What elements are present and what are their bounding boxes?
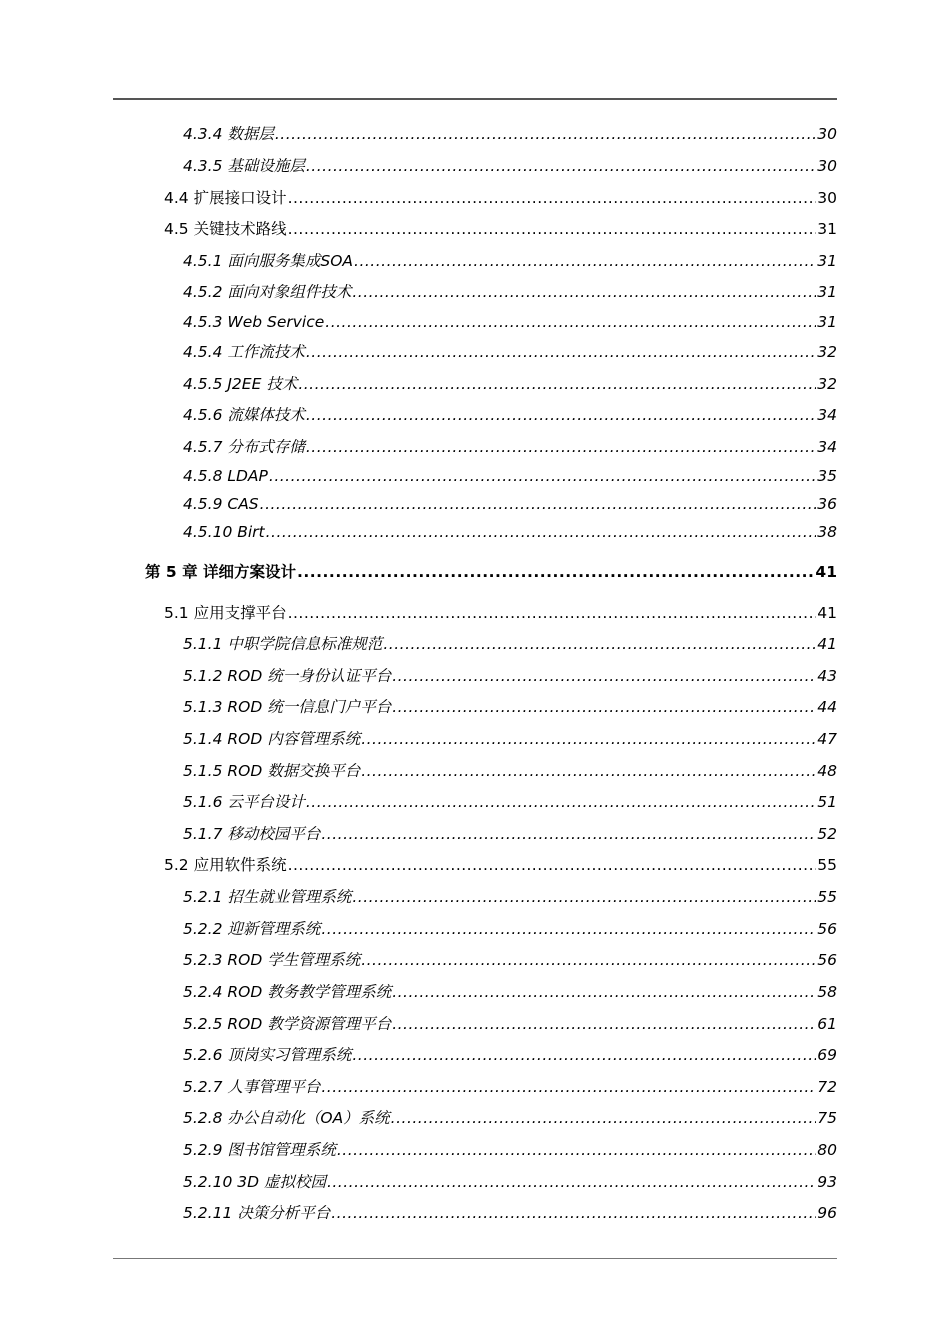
toc-dot-leader	[321, 1077, 816, 1097]
toc-entry[interactable]	[164, 599, 837, 623]
toc-entry[interactable]	[164, 851, 837, 875]
toc-entry[interactable]	[164, 215, 837, 239]
toc-entry[interactable]	[183, 462, 837, 486]
toc-dot-leader	[354, 251, 816, 271]
toc-entry-page: 56	[817, 951, 837, 969]
toc-entry-page: 61	[817, 1015, 837, 1033]
toc-dot-leader	[266, 522, 817, 542]
toc-entry-page: 34	[817, 406, 837, 424]
toc-entry[interactable]	[183, 490, 837, 514]
toc-dot-leader	[352, 887, 816, 907]
toc-entry-title: 4.5.4 工作流技术	[183, 343, 305, 361]
toc-dot-leader	[306, 792, 816, 812]
toc-entry-title: 4.5.5 J2EE 技术	[183, 375, 298, 393]
toc-entry[interactable]	[183, 978, 837, 1002]
toc-dot-leader	[321, 919, 816, 939]
toc-dot-leader	[325, 312, 816, 332]
toc-entry-title: 4.5.3 Web Service	[183, 313, 325, 331]
toc-entry-page: 30	[817, 157, 837, 175]
toc-entry-title: 5.2.4 ROD 教务教学管理系统	[183, 983, 392, 1001]
toc-entry-page: 36	[817, 495, 837, 513]
toc-entry-title: 4.5.6 流媒体技术	[183, 406, 305, 424]
toc-entry-title: 4.5.7 分布式存储	[183, 438, 305, 456]
toc-dot-leader	[288, 855, 817, 875]
toc-entry-page: 55	[817, 888, 837, 906]
toc-entry[interactable]	[183, 1168, 837, 1192]
toc-entry-title: 4.4 扩展接口设计	[164, 189, 287, 207]
toc-dot-leader	[297, 562, 814, 582]
toc-entry-title: 5.1.6 云平台设计	[183, 793, 305, 811]
toc-dot-leader	[288, 603, 817, 623]
toc-entry[interactable]	[183, 1073, 837, 1097]
toc-entry-page: 69	[817, 1046, 837, 1064]
toc-entry[interactable]	[183, 693, 837, 717]
toc-entry-title: 5.2.3 ROD 学生管理系统	[183, 951, 361, 969]
toc-entry-title: 5.1.5 ROD 数据交换平台	[183, 762, 361, 780]
toc-entry-title: 5.2.6 顶岗实习管理系统	[183, 1046, 352, 1064]
toc-entry-page: 30	[817, 189, 837, 207]
toc-entry[interactable]	[183, 401, 837, 425]
toc-entry[interactable]	[183, 1041, 837, 1065]
toc-entry[interactable]	[183, 757, 837, 781]
toc-entry-title: 4.5.8 LDAP	[183, 467, 268, 485]
toc-entry-title: 4.5.2 面向对象组件技术	[183, 283, 352, 301]
toc-entry[interactable]	[183, 1104, 837, 1128]
toc-entry-page: 35	[817, 467, 837, 485]
toc-dot-leader	[392, 1014, 816, 1034]
toc-entry-page: 38	[817, 523, 837, 541]
toc-entry-page: 31	[817, 252, 837, 270]
toc-entry-title: 5.1.2 ROD 统一身份认证平台	[183, 667, 392, 685]
toc-dot-leader	[288, 188, 817, 208]
toc-dot-leader	[352, 282, 816, 302]
toc-dot-leader	[391, 1108, 817, 1128]
toc-entry-page: 31	[817, 283, 837, 301]
toc-entry-title: 5.1.7 移动校园平台	[183, 825, 321, 843]
toc-entry-page: 47	[817, 730, 837, 748]
toc-entry[interactable]	[183, 915, 837, 939]
toc-entry[interactable]	[183, 152, 837, 176]
toc-entry-title: 5.2.10 3D 虚拟校园	[183, 1173, 326, 1191]
toc-entry-page: 44	[817, 698, 837, 716]
toc-dot-leader	[260, 494, 817, 514]
toc-entry[interactable]	[183, 1010, 837, 1034]
toc-entry-title: 5.2.5 ROD 教学资源管理平台	[183, 1015, 392, 1033]
toc-entry-page: 32	[817, 343, 837, 361]
toc-entry-page: 75	[817, 1109, 837, 1127]
toc-entry-title: 5.2.1 招生就业管理系统	[183, 888, 352, 906]
toc-entry-page: 31	[817, 313, 837, 331]
toc-dot-leader	[288, 219, 817, 239]
toc-entry-page: 93	[817, 1173, 837, 1191]
toc-entry[interactable]	[183, 120, 837, 144]
toc-dot-leader	[361, 729, 816, 749]
toc-entry[interactable]	[183, 338, 837, 362]
toc-entry[interactable]	[183, 883, 837, 907]
toc-entry-page: 34	[817, 438, 837, 456]
toc-entry-page: 41	[815, 563, 837, 581]
toc-entry-page: 96	[817, 1204, 837, 1222]
toc-entry[interactable]	[183, 788, 837, 812]
toc-entry[interactable]	[183, 518, 837, 542]
toc-entry[interactable]	[183, 630, 837, 654]
toc-entry[interactable]	[183, 278, 837, 302]
footer-rule	[113, 1258, 837, 1259]
toc-entry-title: 5.1.4 ROD 内容管理系统	[183, 730, 361, 748]
toc-entry-title: 4.3.5 基础设施层	[183, 157, 305, 175]
toc-entry-title: 5.2.11 决策分析平台	[183, 1204, 331, 1222]
toc-entry-title: 4.5.10 Birt	[183, 523, 265, 541]
toc-entry-page: 58	[817, 983, 837, 1001]
toc-entry-title: 5.2.7 人事管理平台	[183, 1078, 321, 1096]
toc-entry-title: 4.3.4 数据层	[183, 125, 274, 143]
toc-entry[interactable]	[183, 820, 837, 844]
toc-entry[interactable]	[183, 725, 837, 749]
toc-dot-leader	[337, 1140, 816, 1160]
toc-dot-leader	[361, 761, 816, 781]
toc-entry-title: 5.2.2 迎新管理系统	[183, 920, 321, 938]
toc-entry-title: 4.5 关键技术路线	[164, 220, 287, 238]
toc-entry-page: 32	[817, 375, 837, 393]
toc-entry-page: 72	[817, 1078, 837, 1096]
toc-entry[interactable]	[183, 433, 837, 457]
toc-dot-leader	[269, 466, 816, 486]
toc-entry-title: 4.5.9 CAS	[183, 495, 259, 513]
toc-dot-leader	[275, 124, 816, 144]
toc-dot-leader	[298, 374, 816, 394]
toc-entry-title: 5.2.9 图书馆管理系统	[183, 1141, 336, 1159]
toc-entry-page: 80	[817, 1141, 837, 1159]
toc-entry-page: 43	[817, 667, 837, 685]
toc-entry[interactable]	[183, 1136, 837, 1160]
toc-dot-leader	[306, 437, 816, 457]
toc-entry-page: 48	[817, 762, 837, 780]
toc-entry[interactable]	[183, 946, 837, 970]
toc-dot-leader	[392, 666, 816, 686]
toc-entry[interactable]	[183, 308, 837, 332]
toc-dot-leader	[352, 1045, 816, 1065]
toc-entry-page: 56	[817, 920, 837, 938]
toc-dot-leader	[306, 405, 816, 425]
toc-dot-leader	[383, 634, 816, 654]
toc-entry-title: 5.1.3 ROD 统一信息门户平台	[183, 698, 392, 716]
toc-dot-leader	[361, 950, 816, 970]
toc-entry-page: 41	[817, 604, 837, 622]
toc-dot-leader	[392, 697, 816, 717]
toc-entry[interactable]	[183, 662, 837, 686]
toc-entry[interactable]	[145, 558, 837, 582]
toc-dot-leader	[327, 1172, 816, 1192]
toc-dot-leader	[306, 156, 816, 176]
toc-entry-page: 55	[817, 856, 837, 874]
toc-entry-page: 41	[817, 635, 837, 653]
toc-entry-title: 5.2 应用软件系统	[164, 856, 287, 874]
toc-entry-title: 5.2.8 办公自动化（OA）系统	[183, 1109, 390, 1127]
toc-dot-leader	[331, 1203, 816, 1223]
toc-entry-title: 5.1.1 中职学院信息标准规范	[183, 635, 383, 653]
toc-entry-page: 30	[817, 125, 837, 143]
toc-entry-title: 4.5.1 面向服务集成SOA	[183, 252, 354, 270]
toc-entry[interactable]	[164, 184, 837, 208]
toc-entry-title: 5.1 应用支撑平台	[164, 604, 287, 622]
toc-entry-title: 第 5 章 详细方案设计	[145, 563, 296, 581]
toc-dot-leader	[306, 342, 816, 362]
toc-entry-page: 51	[817, 793, 837, 811]
toc-entry-page: 31	[817, 220, 837, 238]
toc-dot-leader	[392, 982, 816, 1002]
toc-entry-page: 52	[817, 825, 837, 843]
toc-entry[interactable]	[183, 370, 837, 394]
toc-dot-leader	[321, 824, 816, 844]
toc-entry[interactable]	[183, 247, 837, 271]
toc-entry[interactable]	[183, 1199, 837, 1223]
